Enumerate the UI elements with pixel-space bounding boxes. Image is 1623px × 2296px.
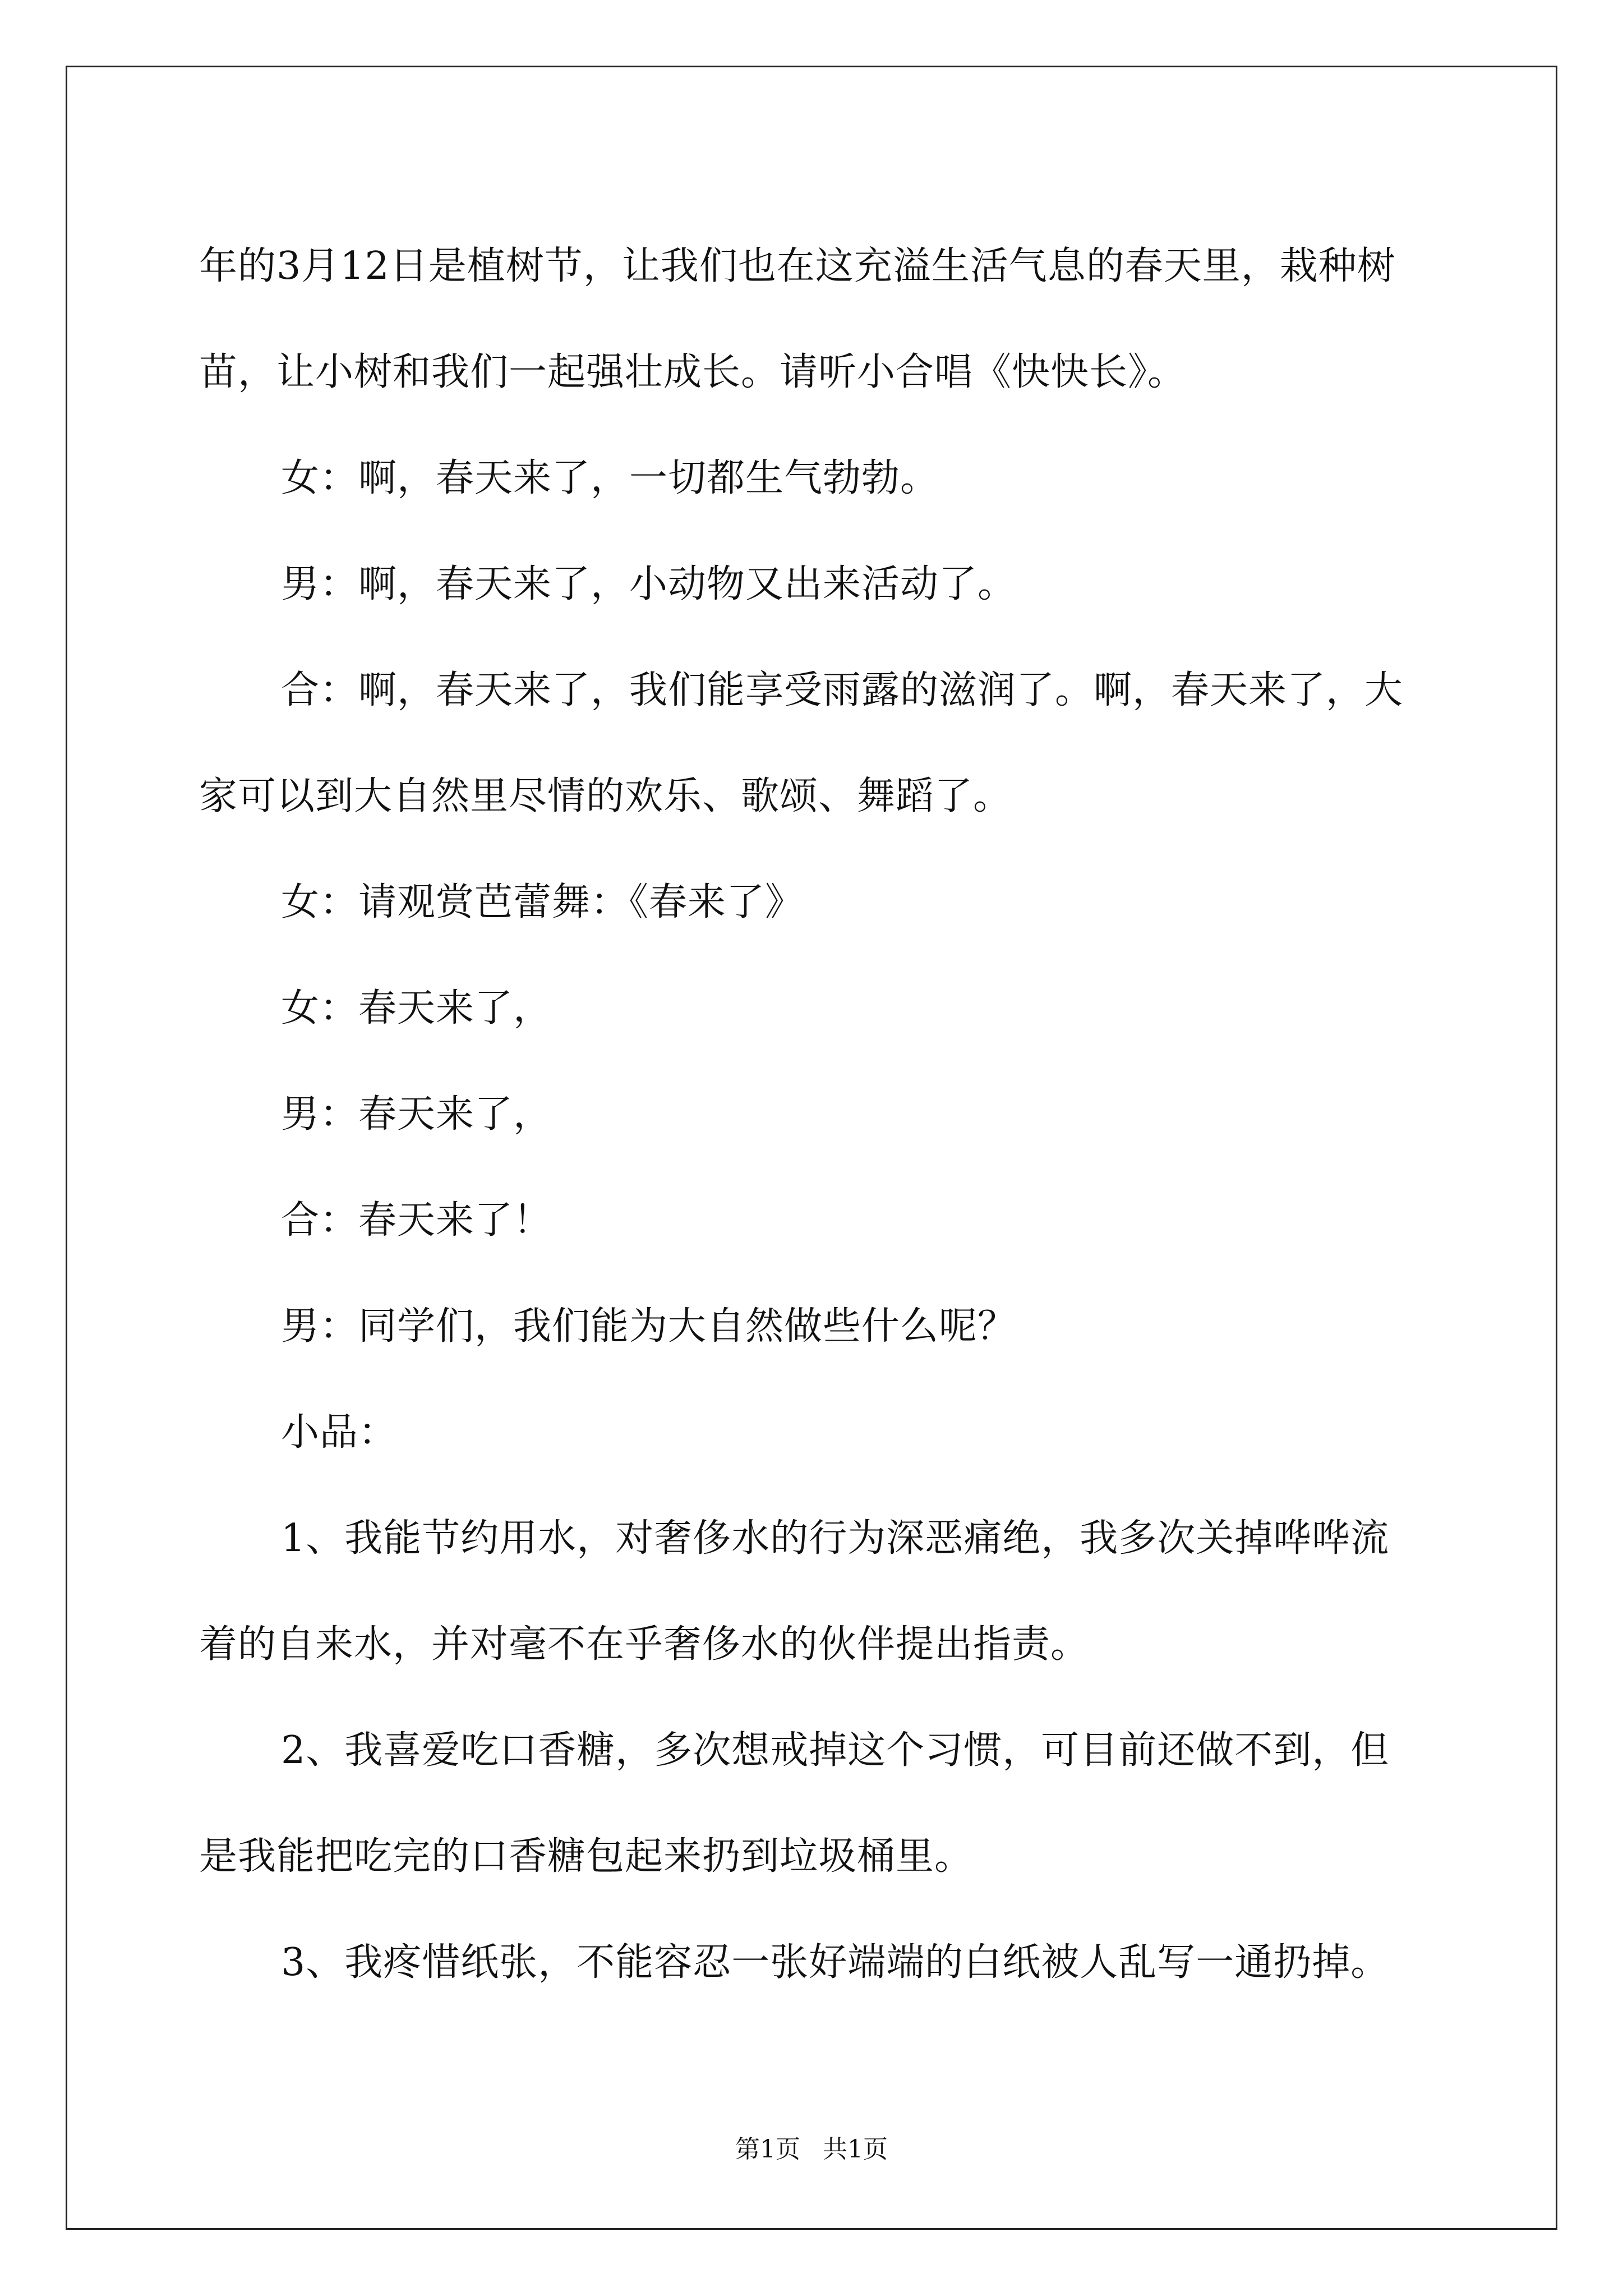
paragraph: 女：春天来了， [281, 986, 552, 1030]
paragraph: 小品： [281, 1410, 398, 1455]
paragraph: 女：啊，春天来了，一切都生气勃勃。 [281, 456, 939, 500]
paragraph: 合：春天来了！ [281, 1198, 552, 1243]
paragraph: 3、我疼惜纸张，不能容忍一张好端端的白纸被人乱写一通扔掉。 [281, 1940, 1390, 1985]
paragraph: 2、我喜爱吃口香糖，多次想戒掉这个习惯，可目前还做不到，但是我能把吃完的口香糖包起来扔到垃圾桶里。 [199, 1728, 1390, 1879]
paragraph: 男：春天来了， [281, 1092, 552, 1137]
paragraph: 男：啊，春天来了，小动物又出来活动了。 [281, 562, 1017, 606]
page-number-total: 共1页 [823, 2135, 888, 2164]
paragraph: 年的3月12日是植树节，让我们也在这充溢生活气息的春天里，栽种树苗，让小树和我们一起强壮成长。请听小合唱《快快长》。 [199, 244, 1396, 394]
paragraph: 合：啊，春天来了，我们能享受雨露的滋润了。啊，春天来了，大家可以到大自然里尽情的欢乐、歌颂、舞蹈了。 [199, 668, 1404, 818]
document-body [199, 213, 1427, 2016]
paragraph: 女：请观赏芭蕾舞：《春来了》 [281, 880, 804, 924]
paragraph: 男：同学们，我们能为大自然做些什么呢？ [281, 1304, 1017, 1349]
page-footer [0, 2133, 1623, 2166]
page-number-current: 第1页 [735, 2135, 800, 2164]
paragraph: 1、我能节约用水，对奢侈水的行为深恶痛绝，我多次关掉哗哗流着的自来水，并对毫不在乎奢侈水的伙伴提出指责。 [199, 1516, 1390, 1667]
